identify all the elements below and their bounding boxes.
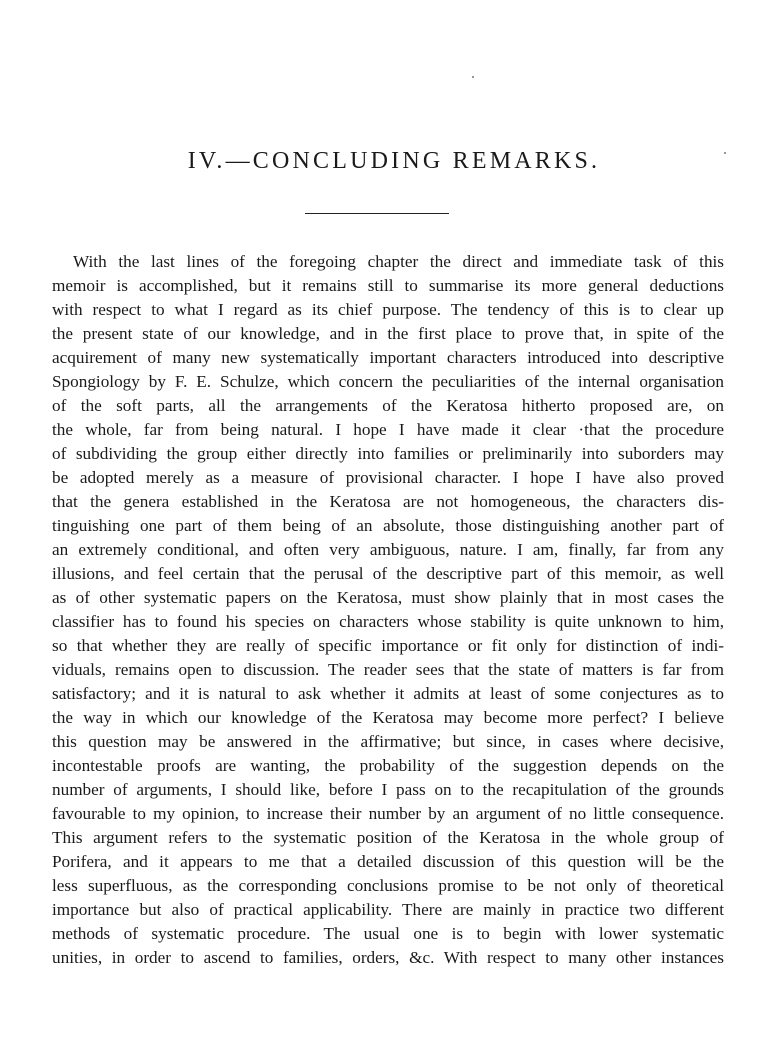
text-line: importance but also of practical applicability. There are mainly in practice two different — [52, 900, 724, 919]
text-line: an extremely conditional, and often very ambiguous, nature. I am, finally, far from any — [52, 540, 724, 559]
text-line: favourable to my opinion, to increase their number by an argument of no little consequence. — [52, 804, 724, 823]
text-line: incontestable proofs are wanting, the probability of the suggestion depends on the — [52, 756, 724, 775]
text-line: that the genera established in the Keratosa are not homogeneous, the characters dis- — [52, 492, 724, 511]
text-line: tinguishing one part of them being of an absolute, those distinguishing another part of — [52, 516, 724, 535]
text-line: so that whether they are really of specific importance or fit only for distinction of indi- — [52, 636, 724, 655]
text-line: number of arguments, I should like, before I pass on to the recapitulation of the grounds — [52, 780, 724, 799]
text-line: acquirement of many new systematically important characters introduced into descriptive — [52, 348, 724, 367]
text-line: With the last lines of the foregoing chapter the direct and immediate task of this — [73, 252, 724, 271]
text-line: This argument refers to the systematic position of the Keratosa in the whole group of — [52, 828, 724, 847]
text-line: illusions, and feel certain that the perusal of the descriptive part of this memoir, as well — [52, 564, 724, 583]
text-line: less superfluous, as the corresponding conclusions promise to be not only of theoretical — [52, 876, 724, 895]
section-heading: IV.—CONCLUDING REMARKS. — [187, 148, 601, 174]
text-line: with respect to what I regard as its chief purpose. The tendency of this is to clear up — [52, 300, 724, 319]
text-line: of the soft parts, all the arrangements of the Keratosa hitherto proposed are, on — [52, 396, 724, 415]
print-speck — [472, 76, 474, 78]
text-line: satisfactory; and it is natural to ask whether it admits at least of some conjectures as to — [52, 684, 724, 703]
text-line: be adopted merely as a measure of provisional character. I hope I have also proved — [52, 468, 724, 487]
text-line: Spongiology by F. E. Schulze, which concern the peculiarities of the internal organisation — [52, 372, 724, 391]
text-line: classifier has to found his species on characters whose stability is quite unknown to him, — [52, 612, 724, 631]
text-line: methods of systematic procedure. The usual one is to begin with lower systematic — [52, 924, 724, 943]
text-line: the present state of our knowledge, and in the first place to prove that, in spite of the — [52, 324, 724, 343]
text-line: this question may be answered in the affirmative; but since, in cases where decisive, — [52, 732, 724, 751]
text-line: unities, in order to ascend to families, orders, &c. With respect to many other instances — [52, 948, 724, 967]
text-line: the way in which our knowledge of the Keratosa may become more perfect? I believe — [52, 708, 724, 727]
text-line: Porifera, and it appears to me that a detailed discussion of this question will be the — [52, 852, 724, 871]
text-line: as of other systematic papers on the Keratosa, must show plainly that in most cases the — [52, 588, 724, 607]
body-paragraph — [52, 250, 724, 970]
text-line: of subdividing the group either directly into families or preliminarily into suborders may — [52, 444, 724, 463]
text-line: the whole, far from being natural. I hope I have made it clear ·that the procedure — [52, 420, 724, 439]
text-line: viduals, remains open to discussion. The reader sees that the state of matters is far from — [52, 660, 724, 679]
heading-divider — [305, 213, 449, 214]
text-line: memoir is accomplished, but it remains still to summarise its more general deductions — [52, 276, 724, 295]
